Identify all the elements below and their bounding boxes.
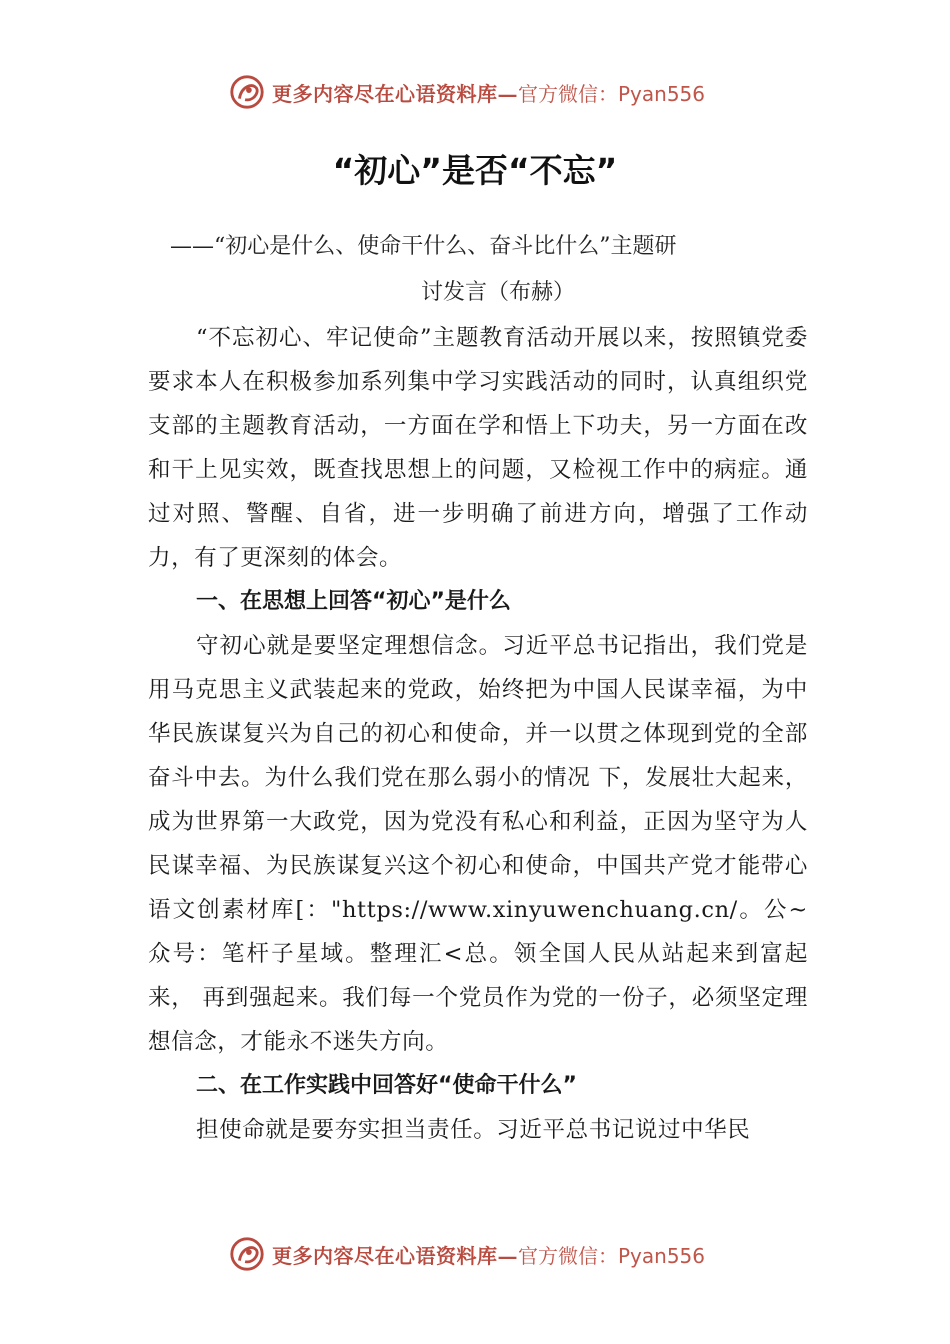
document-body	[148, 316, 808, 1152]
mouse-logo-icon	[228, 1235, 266, 1273]
section-2-paragraph: 担使命就是要夯实担当责任。习近平总书记说过中华民	[196, 1117, 751, 1143]
page-title: “初心”是否“不忘”	[332, 151, 618, 190]
section-1-paragraph: 守初心就是要坚定理想信念。习近平总书记指出，我们党是用马克思主义武装起来的党政，始终把为中国人民谋幸福，为中华民族谋复兴为自己的初心和使命，并一以贯之体现到党的全部奋斗中去。为什么我们党在那么弱小的情况 下，发展壮大起来，成为世界第一大政党，因为党没有私心和利益，正因为坚守为人民谋幸福、为民族谋复兴这个初心和使命，中国共产党才能带心语文创素材库[："https://www.xinyuwenchuang.cn/。公~众号：笔杆子星域。整理汇<总。领全国人民从站起来到富起来， 再到强起来。我们每一个党员作为党的一份子，必须坚定理想信念，才能永不迷失方向。	[148, 633, 808, 1055]
section-heading-2: 二、在工作实践中回答好“使命干什么”	[196, 1073, 577, 1098]
mouse-logo-icon	[228, 73, 266, 111]
subtitle-line-1: ——“初心是什么、使命干什么、奋斗比什么”主题研	[170, 234, 677, 259]
header-watermark-banner	[228, 72, 705, 112]
footer-watermark-banner	[228, 1234, 705, 1274]
banner-wechat: 官方微信：Pyan556	[518, 81, 706, 106]
banner-text: 更多内容尽在心语资料库—	[272, 81, 518, 106]
section-heading-1: 一、在思想上回答“初心”是什么	[196, 589, 511, 614]
banner-wechat: 官方微信：Pyan556	[518, 1243, 706, 1268]
subtitle	[148, 224, 808, 316]
banner-text: 更多内容尽在心语资料库—	[272, 1243, 518, 1268]
subtitle-line-2: 讨发言（布赫）	[420, 280, 575, 305]
intro-paragraph: “不忘初心、牢记使命”主题教育活动开展以来，按照镇党委要求本人在积极参加系列集中学习实践活动的同时，认真组织党支部的主题教育活动，一方面在学和悟上下功夫，另一方面在改和干上见实效，既查找思想上的问题，又检视工作中的病症。通过对照、警醒、自省，进一步明确了前进方向，增强了工作动力，有了更深刻的体会。	[148, 325, 808, 571]
